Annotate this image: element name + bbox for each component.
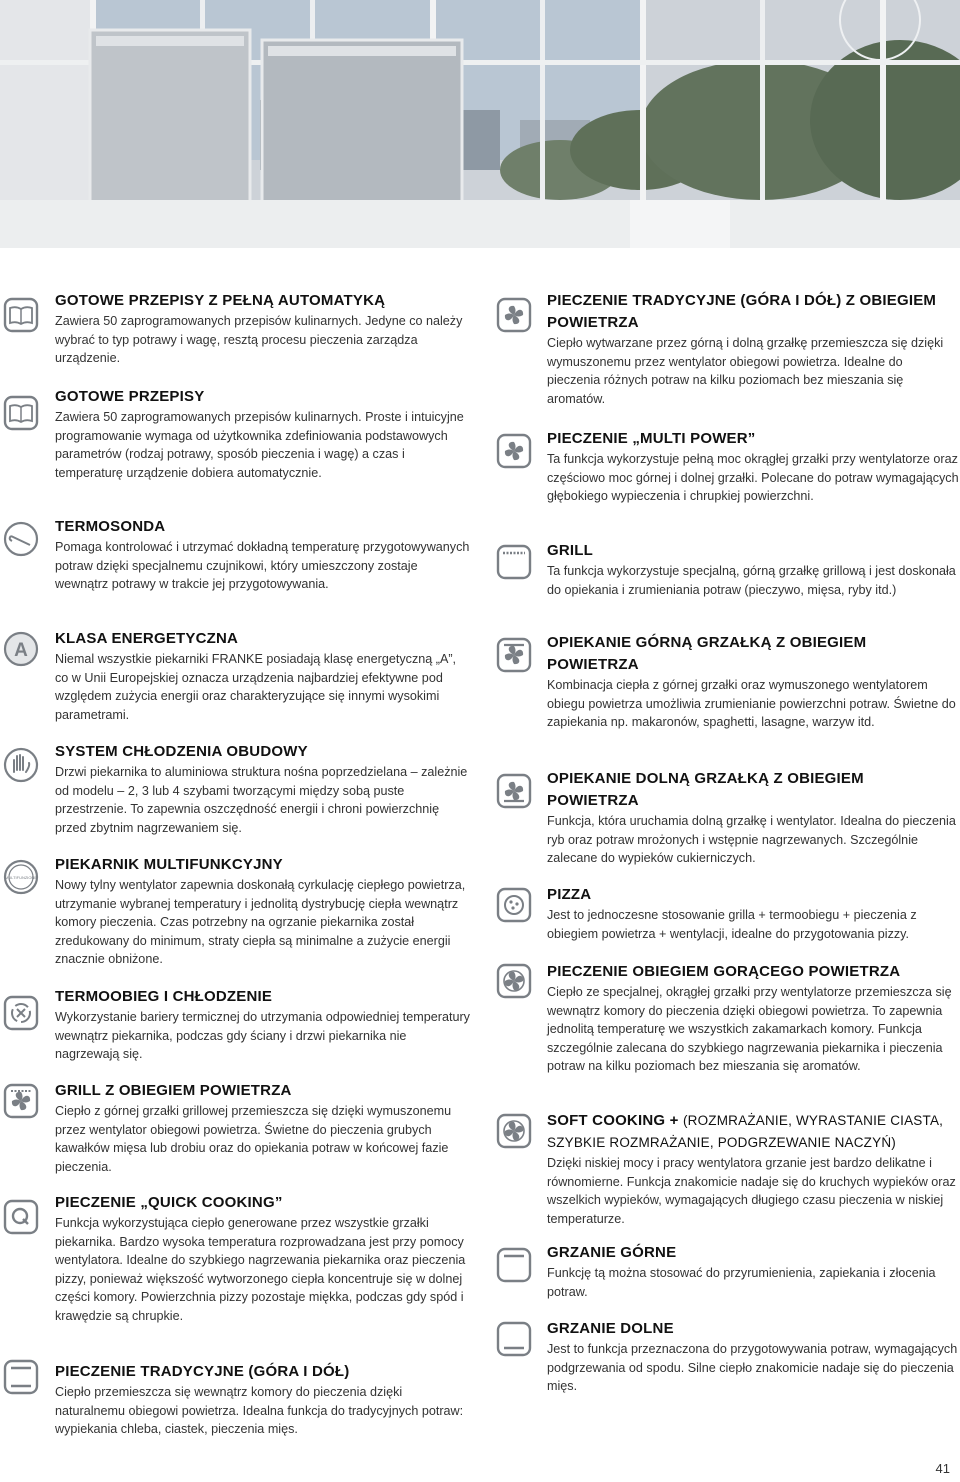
feature-title	[547, 428, 959, 450]
feature-title-text: KLASA ENERGETYCZNA	[55, 630, 239, 647]
feature-item	[55, 1080, 470, 1176]
probe-icon	[2, 520, 40, 558]
feature-description: Jest to funkcja przeznaczona do przygotowywania potraw, wymagających podgrzewania od spodu. Silne ciepło znakomicie nadaje się do pieczenia mięs.	[547, 1342, 958, 1394]
feature-description: Niemal wszystkie piekarniki FRANKE posiadają klasę energetyczną „A”, co w Unii Europejskiej oznacza urządzenia najbardziej efektywne pod względem zużycia energii oraz charakteryzujące się innymi wysokimi parametrami.	[55, 652, 457, 722]
feature-item	[55, 1361, 470, 1439]
feature-item	[55, 290, 470, 368]
feature-item	[547, 540, 959, 599]
feature-item	[547, 961, 959, 1076]
feature-title	[547, 1318, 959, 1340]
feature-title	[55, 1192, 470, 1214]
feature-item	[55, 741, 470, 837]
feature-item	[55, 986, 470, 1064]
feature-title	[547, 1242, 959, 1264]
feature-title-text: TERMOSONDA	[55, 518, 166, 535]
feature-title	[547, 884, 959, 906]
feature-title	[547, 1110, 959, 1154]
grill-fan-icon	[2, 1082, 40, 1120]
feature-item	[547, 290, 959, 408]
feature-description: Ciepło ze specjalnej, okrągłej grzałki przy wentylatorze przemieszcza się wewnątrz komory do pieczenia dzięki obiegowi powietrza. To zapewnia jednolitą temperaturę we wszystkich zakamarkach komory. Funkcja szczególnie zalecana do szybkiego nagrzewania piekarnika i pieczenia potraw na kilku poziomach bez mieszania się aromatów.	[547, 985, 952, 1074]
feature-item	[547, 1318, 959, 1396]
feature-title-text: GOTOWE PRZEPISY	[55, 388, 205, 405]
feature-title-text: SOFT COOKING +	[547, 1112, 679, 1129]
grill-icon	[495, 543, 533, 581]
energy-class-icon	[2, 630, 40, 668]
feature-item	[547, 632, 959, 732]
feature-description: Wykorzystanie bariery termicznej do utrzymania odpowiedniej temperatury wewnątrz piekarnika, podczas gdy ściany i drzwi piekarnika nie nagrzewają się.	[55, 1010, 470, 1062]
feature-title-text: PIECZENIE „MULTI POWER”	[547, 430, 756, 447]
recipe-book-icon	[2, 296, 40, 334]
feature-title-text: GRZANIE DOLNE	[547, 1320, 674, 1337]
feature-subtitle: (ROZMRAŻANIE, WYRASTANIE CIASTA, SZYBKIE ROZMRAŻANIE, PODGRZEWANIE NACZYŃ)	[547, 1113, 944, 1150]
pizza-icon	[495, 886, 533, 924]
recipe-book-icon	[2, 394, 40, 432]
feature-title	[547, 632, 959, 676]
feature-description: Kombinacja ciepła z górnej grzałki oraz wymuszonego wentylatorem obiegu powietrza umożliwia zrumienianie powierzchni potraw. Świetne do zapiekania np. makaronów, spaghetti, lasagne, warzyw itd.	[547, 678, 956, 730]
top-heat-icon	[495, 1246, 533, 1284]
quick-cooking-icon	[2, 1198, 40, 1236]
feature-title-text: PIECZENIE „QUICK COOKING”	[55, 1194, 283, 1211]
feature-description: Pomaga kontrolować i utrzymać dokładną temperaturę przygotowywanych potraw dzięki specjalnemu czujnikowi, który umieszczony zostaje wewnątrz potrawy w trakcie jej przygotowywania.	[55, 540, 470, 592]
feature-title	[55, 290, 470, 312]
feature-item	[55, 386, 470, 482]
feature-title	[55, 1361, 470, 1383]
feature-item	[547, 1110, 959, 1228]
circulation-icon	[2, 994, 40, 1032]
feature-title	[55, 516, 470, 538]
feature-title	[55, 854, 470, 876]
svg-text:A: A	[14, 640, 28, 661]
feature-title-text: PIECZENIE TRADYCYJNE (GÓRA I DÓŁ) Z OBIEGIEM POWIETRZA	[547, 292, 937, 331]
feature-title-text: GRILL	[547, 542, 593, 559]
bottom-fan-icon	[495, 772, 533, 810]
feature-title-text: SYSTEM CHŁODZENIA OBUDOWY	[55, 743, 308, 760]
feature-title-text: PIZZA	[547, 886, 592, 903]
feature-item	[547, 428, 959, 506]
feature-title	[547, 290, 959, 334]
feature-title-text: OPIEKANIE DOLNĄ GRZAŁKĄ Z OBIEGIEM POWIETRZA	[547, 770, 864, 809]
top-bottom-heat-icon	[2, 1358, 40, 1396]
feature-description: Ciepło z górnej grzałki grillowej przemieszcza się dzięki wymuszonemu przez wentylator obiegowi powietrza. Świetne do pieczenia grubych kawałków mięsa lub drobiu oraz do opiekania potraw w końcowej fazie pieczenia.	[55, 1104, 452, 1174]
feature-title-text: PIECZENIE OBIEGIEM GORĄCEGO POWIETRZA	[547, 963, 901, 980]
svg-text:MULTIFUNZIONE: MULTIFUNZIONE	[4, 875, 38, 880]
fan-oven-icon	[495, 432, 533, 470]
feature-title	[55, 1080, 470, 1102]
feature-item	[547, 1242, 959, 1301]
multifunction-icon	[2, 858, 40, 896]
feature-item	[55, 1192, 470, 1326]
feature-description: Ta funkcja wykorzystuje pełną moc okrągłej grzałki przy wentylatorze oraz częściowo moc górnej i dolnej grzałki. Polecane do potraw wymagających głębokiego wypieczenia i chrupkiej powierzchni.	[547, 452, 959, 504]
feature-description: Funkcja, która uruchamia dolną grzałkę i wentylator. Idealna do pieczenia ryb oraz potraw mrożonych i wstępnie nagrzewanych. Szczególnie zalecane do wypieków cukierniczych.	[547, 814, 956, 866]
feature-title-text: OPIEKANIE GÓRNĄ GRZAŁKĄ Z OBIEGIEM POWIETRZA	[547, 634, 867, 673]
feature-title-text: PIEKARNIK MULTIFUNKCYJNY	[55, 856, 283, 873]
bottom-heat-icon	[495, 1320, 533, 1358]
feature-title	[55, 628, 470, 650]
feature-item	[55, 854, 470, 969]
feature-title	[547, 961, 959, 983]
feature-item	[55, 516, 470, 594]
feature-item	[55, 628, 470, 724]
feature-description: Drzwi piekarnika to aluminiowa struktura nośna poprzedzielana – zależnie od modelu – 2, 3 lub 4 szybami tworzącymi między sobą puste przestrzenie. To zapewnia oszczędność energii i chroni powierzchnię przed zbytnim nagrzewaniem się.	[55, 765, 468, 835]
feature-title	[55, 986, 470, 1008]
feature-description: Ciepło wytwarzane przez górną i dolną grzałkę przemieszcza się dzięki wymuszonemu przez wentylator obiegowi powietrza. Idealne do pieczenia różnych potraw na kilku poziomach bez mieszania się aromatów.	[547, 336, 944, 406]
feature-description: Dzięki niskiej mocy i pracy wentylatora grzanie jest bardzo delikatne i równomierne. Funkcja znakomicie nadaje się do kruchych wypieków oraz wszelkich wypieków, wymagających długiego czasu pieczenia w niskiej temperaturze.	[547, 1156, 956, 1226]
top-fan-icon	[495, 636, 533, 674]
feature-description: Zawiera 50 zaprogramowanych przepisów kulinarnych. Proste i intuicyjne programowanie wymaga od użytkownika zdefiniowania podstawowych parametrów (rodzaj potrawy, sposób pieczenia i wagę) a czas i temperaturę urządzenie dobiera automatycznie.	[55, 410, 464, 480]
fan-oven-icon	[495, 296, 533, 334]
feature-description: Ciepło przemieszcza się wewnątrz komory do pieczenia dzięki naturalnemu obiegowi powietrza. Idealna funkcja do tradycyjnych potraw: wypiekania chleba, ciastek, pieczenia mięs.	[55, 1385, 464, 1437]
hero-photo	[0, 0, 960, 248]
feature-title-text: PIECZENIE TRADYCYJNE (GÓRA I DÓŁ)	[55, 1363, 350, 1380]
feature-title	[55, 741, 470, 763]
feature-item	[547, 884, 959, 943]
feature-title-text: GRZANIE GÓRNE	[547, 1244, 677, 1261]
hot-air-icon	[495, 962, 533, 1000]
feature-title	[547, 540, 959, 562]
feature-description: Jest to jednoczesne stosowanie grilla + termoobiegu + pieczenia z obiegiem powietrza + wentylacji, idealne do przygotowania pizzy.	[547, 908, 917, 941]
feature-item	[547, 768, 959, 868]
feature-description: Ta funkcja wykorzystuje specjalną, górną grzałkę grillową i jest doskonała do opiekania i zrumieniania potraw (pieczywo, mięsa, ryby itd.)	[547, 564, 956, 597]
feature-title	[55, 386, 470, 408]
feature-description: Funkcja wykorzystująca ciepło generowane przez wszystkie grzałki piekarnika. Bardzo wysoka temperatura rozprowadzana jest przy pomocy wentylatora. Idealne do szybkiego nagrzewania piekarnika oraz pieczenia pizzy, ponieważ większość wytworzonego ciepła koncentruje się w dolnej części komory. Powierzchnia pizzy pozostaje miękka, podczas gdy spód i krawędzie są chrupkie.	[55, 1216, 466, 1323]
feature-title-text: GOTOWE PRZEPISY Z PEŁNĄ AUTOMATYKĄ	[55, 292, 386, 309]
feature-description: Zawiera 50 zaprogramowanych przepisów kulinarnych. Jedyne co należy wybrać to typ potrawy i wagę, resztą procesu pieczenia zarządza urządzenie.	[55, 314, 463, 366]
feature-title-text: GRILL Z OBIEGIEM POWIETRZA	[55, 1082, 292, 1099]
feature-description: Nowy tylny wentylator zapewnia doskonałą cyrkulację ciepłego powietrza, utrzymanie wybranej temperatury i jednolitą dystrybucję ciepła wewnątrz komory pieczenia. Czas potrzebny na ogrzanie piekarnika został zredukowany do minimum, straty ciepła są minimalne a zużycie energii znacznie obniżone.	[55, 878, 466, 967]
hand-icon	[2, 746, 40, 784]
page-number: 41	[935, 1461, 950, 1476]
feature-title-text: TERMOOBIEG I CHŁODZENIE	[55, 988, 273, 1005]
soft-cooking-icon	[495, 1112, 533, 1150]
feature-title	[547, 768, 959, 812]
feature-description: Funkcję tą można stosować do przyrumienienia, zapiekania i złocenia potraw.	[547, 1266, 936, 1299]
